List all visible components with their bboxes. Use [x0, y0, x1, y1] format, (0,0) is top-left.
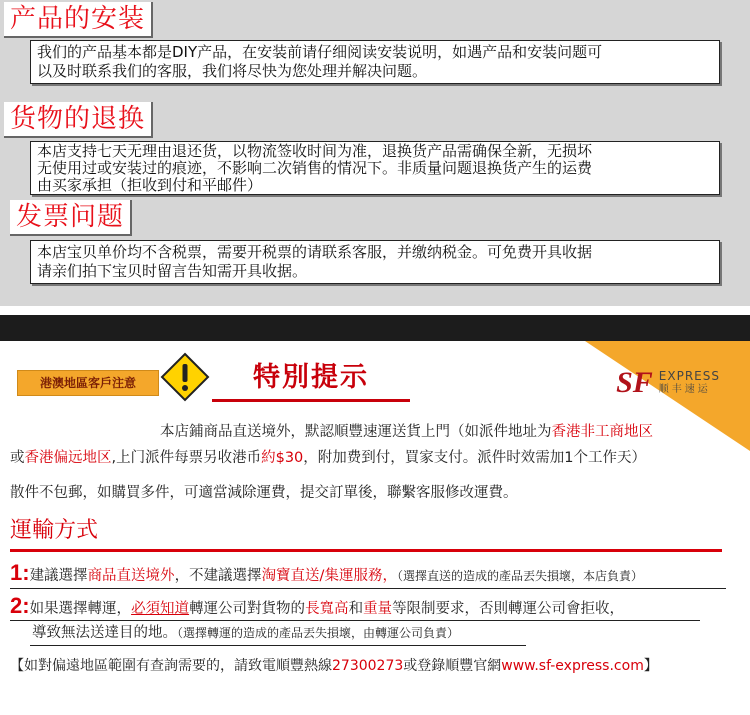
item-2-note: （選擇轉運的造成的產品丟失損壞，由轉運公司負責）	[177, 626, 460, 640]
sf-logo-mark: SF	[616, 366, 653, 399]
item-2-h: 導致無法送達目的地。	[32, 625, 177, 641]
shipping-title-rule	[10, 549, 722, 552]
sf-logo-cn: 顺丰速运	[658, 384, 711, 395]
hk-macau-notice-panel	[0, 315, 750, 715]
item-2-weight: 重量	[363, 601, 393, 617]
notice-line-2-c: ,上门派件每票另收港币	[111, 450, 262, 466]
return-line-2: 无使用过或安装过的痕迹，不影响二次销售的情况下。非质量问题退换货产生的运费	[37, 160, 593, 177]
shipping-item-1	[10, 560, 643, 589]
install-line-1: 我们的产品基本都是DIY产品，在安装前请仔细阅读安装说明，如遇产品和安装问题可	[37, 43, 603, 61]
install-section-text	[30, 40, 720, 84]
contact-c: 】	[643, 658, 658, 674]
hk-nonbusiness-area: 香港非工商地区	[551, 424, 653, 440]
shipping-methods-title: 運輸方式	[10, 518, 99, 543]
item-2-a: 如果選擇轉運，	[29, 601, 132, 617]
item-2-number: 2:	[10, 593, 30, 618]
notice-line-1-text: 本店鋪商品直送境外，默認順豐速運送貨上門（如派件地址为	[160, 424, 552, 440]
hk-remote-area: 香港偏远地区	[24, 450, 112, 466]
invoice-line-2: 请亲们拍下宝贝时留言告知需开具收据。	[37, 262, 308, 280]
notice-line-2-e: ，附加费到付，買家支付。派件时效需加1个工作天）	[303, 450, 647, 466]
hk-customer-badge: 港澳地區客戶注意	[17, 370, 159, 396]
sf-website: www.sf-express.com	[501, 658, 644, 674]
sf-logo-words	[659, 370, 720, 396]
install-line-2: 以及时联系我们的客服，我们将尽快为您处理并解决问题。	[37, 62, 428, 80]
item-1-rule	[10, 588, 726, 589]
notice-line-2-a: 或	[10, 450, 25, 466]
surcharge-amount: 約$30	[261, 450, 304, 466]
contact-b: 或登錄順豐官網	[403, 658, 502, 674]
shipping-item-2-cont	[32, 623, 459, 643]
return-line-3: 由买家承担（拒收到付和平邮件）	[37, 177, 263, 194]
after-sales-panel	[0, 0, 750, 306]
item-1-note: （選擇直送的造成的產品丟失損壞，本店負責）	[396, 569, 643, 583]
return-section-title: 货物的退换	[4, 102, 153, 138]
item-1-taobao: 淘寶直送/集運服務，	[261, 568, 397, 584]
contact-line	[10, 655, 658, 675]
notice-line-1	[160, 422, 653, 442]
invoice-section-text	[30, 240, 720, 284]
warning-icon	[160, 352, 210, 402]
item-2-dimensions: 長寬高	[305, 601, 349, 617]
item-2-g: 等限制要求，否則轉運公司會拒收，	[392, 601, 625, 617]
invoice-section-title: 发票问题	[10, 200, 132, 236]
special-notice-title: 特別提示	[212, 357, 410, 402]
return-line-1: 本店支持七天无理由退还货，以物流签收时间为准，退换货产品需确保全新，无损坏	[37, 143, 593, 160]
item-1-number: 1:	[10, 560, 30, 585]
invoice-line-1: 本店宝贝单价均不含税票，需要开税票的请联系客服，并缴纳税金。可免费开具收据	[37, 243, 593, 261]
return-section-text	[30, 141, 720, 195]
item-2-c: 轉運公司對貨物的	[189, 601, 306, 617]
notice-line-3: 散件不包郵，如購買多件，可適當減除運費，提交訂單後，聯繫客服修改運費。	[10, 485, 518, 501]
install-section-title: 产品的安装	[4, 2, 153, 38]
item-1-direct: 商品直送境外	[87, 568, 175, 584]
item-2-rule	[10, 620, 700, 621]
notice-line-2	[10, 448, 646, 468]
sf-logo-express: EXPRESS	[658, 369, 720, 383]
item-2b-rule	[30, 645, 526, 646]
divider-bar	[0, 315, 750, 341]
item-2-e: 和	[348, 601, 364, 617]
item-2-must-know: 必須知道	[131, 601, 190, 617]
sf-express-logo	[616, 368, 720, 398]
shipping-item-2	[10, 593, 624, 622]
sf-hotline: 27300273	[332, 658, 404, 674]
contact-a: 【如對偏遠地區範圍有查詢需要的，請致電順豐熱線	[10, 658, 332, 674]
item-1-a: 建議選擇	[29, 568, 88, 584]
item-1-c: ，不建議選擇	[174, 568, 262, 584]
